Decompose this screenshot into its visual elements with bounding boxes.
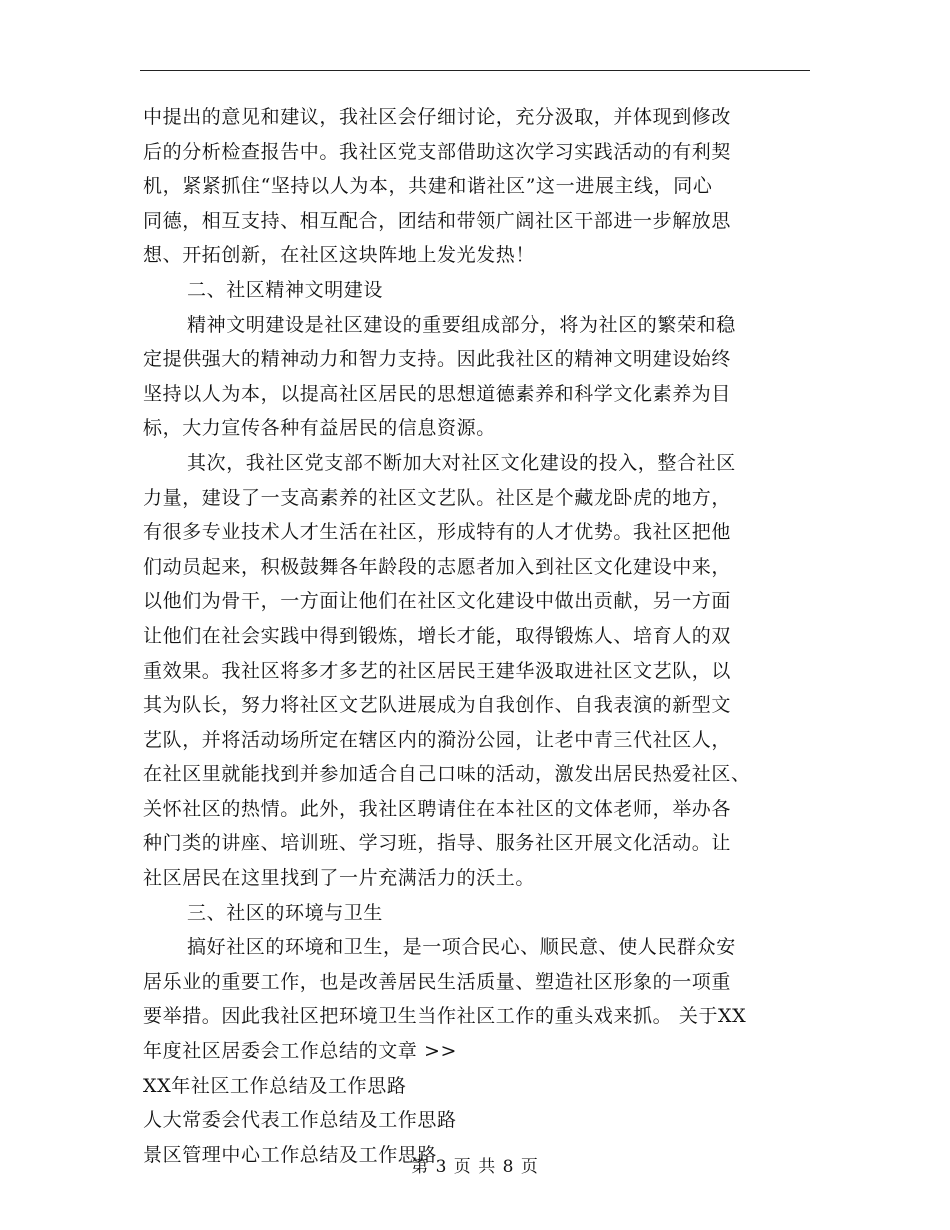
text-line: 定提供强大的精神动力和智力支持。因此我社区的精神文明建设始终 (143, 348, 732, 371)
section-heading: 二、社区精神文明建设 (187, 278, 384, 301)
paragraph-start: 其次，我社区党支部不断加大对社区文化建设的投入，整合社区 (187, 451, 736, 474)
text-line: 在社区里就能找到并参加适合自己口味的活动，激发出居民热爱社区、 (143, 763, 751, 786)
text-line: 社区居民在这里找到了一片充满活力的沃土。 (143, 867, 536, 890)
text-line: 艺队，并将活动场所定在辖区内的漪汾公园，让老中青三代社区人， (143, 728, 732, 751)
text-line: 后的分析检查报告中。我社区党支部借助这次学习实践活动的有利契 (143, 140, 732, 163)
header-rule (140, 70, 810, 71)
text-line: 有很多专业技术人才生活在社区，形成特有的人才优势。我社区把他 (143, 521, 732, 544)
text-line: 以他们为骨干，一方面让他们在社区文化建设中做出贡献，另一方面 (143, 590, 732, 613)
text-line: 其为队长，努力将社区文艺队进展成为自我创作、自我表演的新型文 (143, 694, 732, 717)
text-line: 同德，相互支持、相互配合，团结和带领广阔社区干部进一步解放思 (143, 209, 732, 232)
text-line: 关怀社区的热情。此外，我社区聘请住在本社区的文体老师，举办各 (143, 797, 732, 820)
text-line: 种门类的讲座、培训班、学习班，指导、服务社区开展文化活动。让 (143, 832, 732, 855)
text-line: 想、开拓创新，在社区这块阵地上发光发热！ (143, 244, 536, 267)
text-line: 让他们在社会实践中得到锻炼，增长才能，取得锻炼人、培育人的双 (143, 624, 732, 647)
text-line: 们动员起来，积极鼓舞各年龄段的志愿者加入到社区文化建设中来， (143, 555, 732, 578)
paragraph-start: 精神文明建设是社区建设的重要组成部分，将为社区的繁荣和稳 (187, 313, 736, 336)
paragraph-start: 搞好社区的环境和卫生，是一项合民心、顺民意、使人民群众安 (187, 936, 736, 959)
related-article-link[interactable]: 年度社区居委会工作总结的文章 >> (143, 1040, 458, 1063)
text-line: 重效果。我社区将多才多艺的社区居民王建华汲取进社区文艺队，以 (143, 659, 732, 682)
text-line: 机，紧紧抓住“坚持以人为本，共建和谐社区”这一进展主线，同心 (143, 175, 713, 198)
related-article-link[interactable]: 人大常委会代表工作总结及工作思路 (143, 1109, 457, 1132)
text-line: 中提出的意见和建议，我社区会仔细讨论，充分汲取，并体现到修改 (143, 106, 732, 128)
text-line: 居乐业的重要工作，也是改善居民生活质量、塑造社区形象的一项重 (143, 970, 732, 993)
text-line: 要举措。因此我社区把环境卫生当作社区工作的重头戏来抓。 关于XX (143, 1005, 747, 1028)
document-body (143, 100, 813, 1172)
page-number-footer: 第 3 页 共 8 页 (411, 1157, 539, 1177)
text-line: 力量，建设了一支高素养的社区文艺队。社区是个藏龙卧虎的地方， (143, 486, 732, 509)
related-article-link[interactable]: XX年社区工作总结及工作思路 (143, 1074, 407, 1097)
text-line: 标，大力宣传各种有益居民的信息资源。 (143, 417, 496, 440)
section-heading: 三、社区的环境与卫生 (187, 901, 384, 924)
related-article-link[interactable]: 景区管理中心工作总结及工作思路 (143, 1143, 438, 1166)
text-line: 坚持以人为本，以提高社区居民的思想道德素养和科学文化素养为目 (143, 382, 732, 405)
